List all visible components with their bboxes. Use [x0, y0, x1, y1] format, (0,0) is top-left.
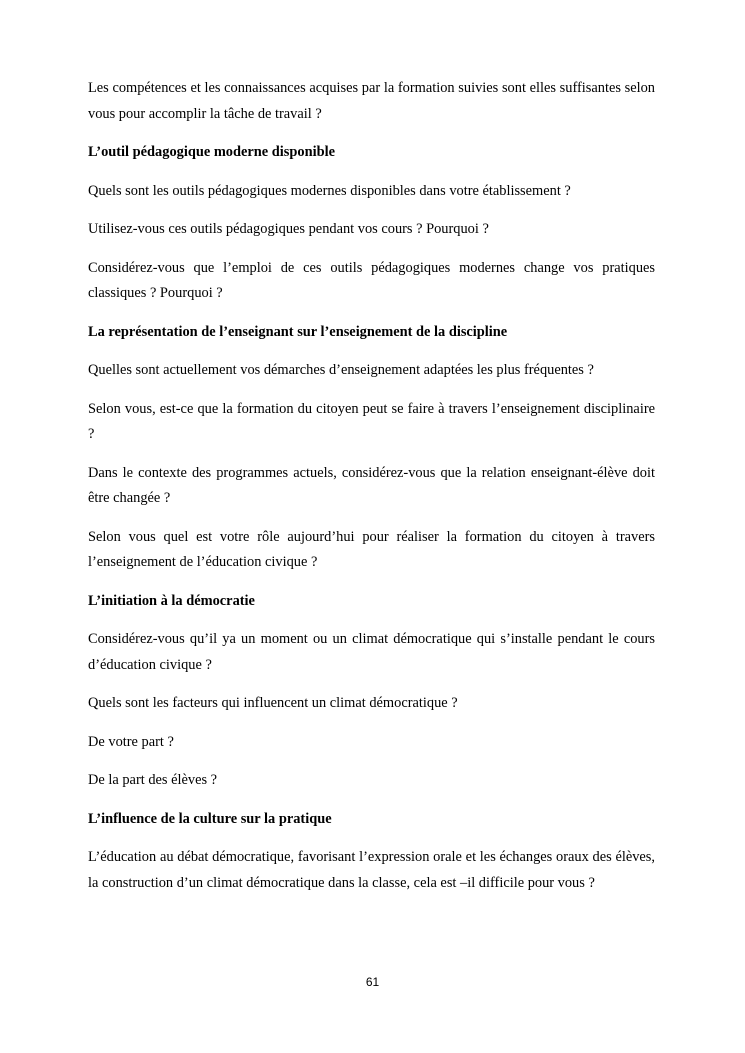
paragraph: Les compétences et les connaissances acquises par la formation suivies sont elles suffisantes selon vous pour accomplir la tâche de travail ?	[88, 80, 655, 122]
paragraph: L’éducation au débat démocratique, favorisant l’expression orale et les échanges oraux des élèves, la construction d’un climat démocratique dans la classe, cela est –il difficile pour vous ?	[88, 849, 655, 891]
paragraph: Quelles sont actuellement vos démarches d’enseignement adaptées les plus fréquentes ?	[88, 362, 594, 378]
paragraph: Quels sont les outils pédagogiques modernes disponibles dans votre établissement ?	[88, 182, 571, 199]
page-number: 61	[365, 975, 380, 989]
paragraph: Selon vous, est-ce que la formation du citoyen peut se faire à travers l’enseignement disciplinaire ?	[88, 400, 655, 442]
section-heading: L’outil pédagogique moderne disponible	[88, 144, 335, 160]
paragraph: Selon vous quel est votre rôle aujourd’hui pour réaliser la formation du citoyen à travers l’enseignement de l’éducation civique ?	[88, 528, 655, 570]
section-heading: La représentation de l’enseignant sur l’enseignement de la discipline	[88, 323, 508, 340]
paragraph: De la part des élèves ?	[88, 772, 218, 788]
paragraph: De votre part ?	[88, 733, 174, 750]
section-heading: L’influence de la culture sur la pratique	[88, 810, 332, 827]
paragraph: Dans le contexte des programmes actuels, considérez-vous que la relation enseignant-élève doit être changée ?	[88, 464, 655, 506]
document-body	[88, 76, 655, 909]
paragraph: Considérez-vous que l’emploi de ces outils pédagogiques modernes change vos pratiques classiques ? Pourquoi ?	[88, 259, 655, 301]
paragraph: Utilisez-vous ces outils pédagogiques pendant vos cours ? Pourquoi ?	[88, 221, 489, 237]
paragraph: Quels sont les facteurs qui influencent un climat démocratique ?	[88, 695, 458, 711]
paragraph: Considérez-vous qu’il ya un moment ou un climat démocratique qui s’installe pendant le cours d’éducation civique ?	[88, 631, 655, 673]
section-heading: L’initiation à la démocratie	[88, 592, 255, 609]
